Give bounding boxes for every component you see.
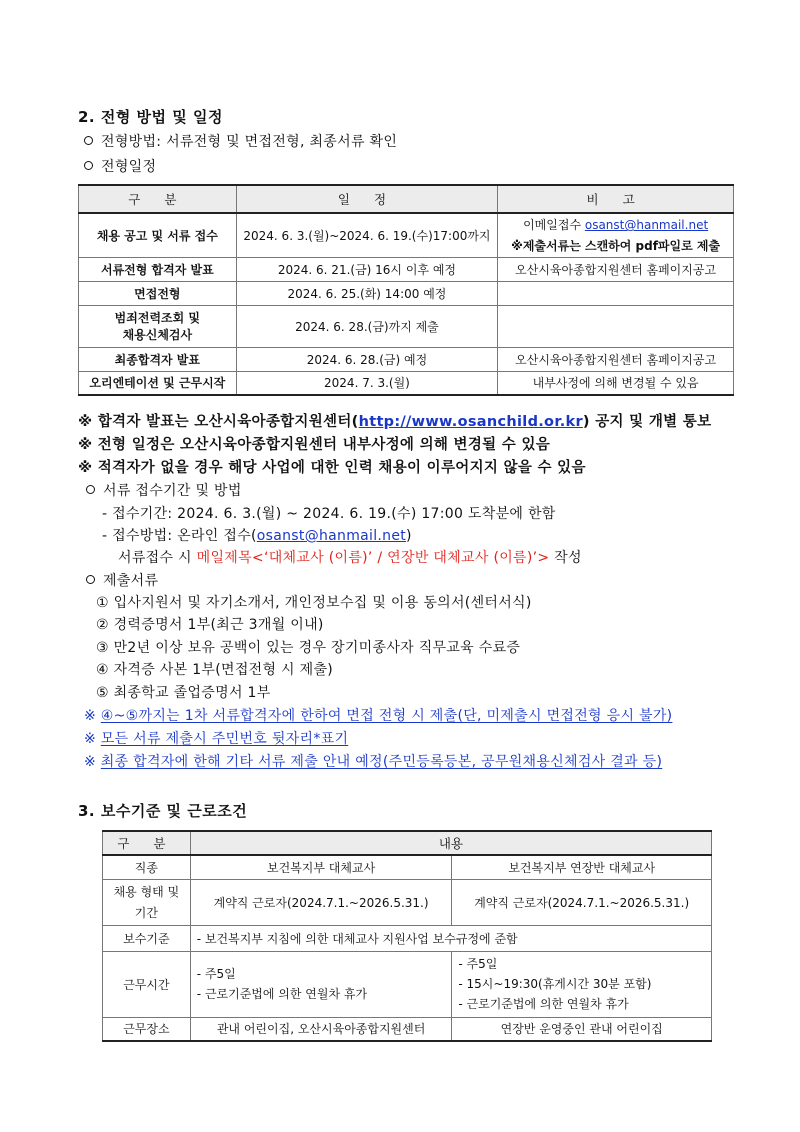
row-col2: 계약직 근로자(2024.7.1.~2026.5.31.) (452, 879, 712, 925)
submission-method: - 접수방법: 온라인 접수(osanst@hanmail.net) (102, 528, 412, 544)
row-date: 2024. 7. 3.(월) (236, 371, 498, 395)
table-row (103, 925, 712, 951)
table-row (79, 371, 734, 395)
circle-bullet-icon (86, 575, 95, 584)
table-row (103, 1017, 712, 1041)
row-col1: 계약직 근로자(2024.7.1.~2026.5.31.) (190, 879, 452, 925)
table-row (79, 213, 734, 257)
email-link[interactable]: osanst@hanmail.net (584, 218, 709, 233)
table-row (79, 257, 734, 281)
schedule-label: 전형일정 (84, 156, 156, 176)
email-link[interactable]: osanst@hanmail.net (256, 528, 407, 544)
footnote: ※ 최종 합격자에 한해 기타 서류 제출 안내 예정(주민등록등본, 공무원채용신체검사 결과 등) (84, 754, 663, 770)
row-item: 최종합격자 발표 (79, 347, 237, 371)
list-item: ④ 자격증 사본 1부(면접전형 시 제출) (96, 662, 334, 678)
list-item: ⑤ 최종학교 졸업증명서 1부 (96, 685, 271, 701)
row-note (498, 281, 734, 305)
circle-bullet-icon (84, 161, 93, 170)
header-category: 구 분 (103, 831, 191, 855)
row-item: 범죄전력조회 및 채용신체검사 (79, 305, 237, 347)
table-row (103, 951, 712, 1017)
row-note: 오산시육아종합지원센터 홈페이지공고 (498, 257, 734, 281)
mail-subject-format: 메일제목<‘대체교사 (이름)’ / 연장반 대체교사 (이름)’> (196, 550, 550, 566)
row-label: 채용 형태 및 기간 (103, 879, 191, 925)
row-label: 직종 (103, 855, 191, 879)
circle-bullet-icon (84, 136, 93, 145)
row-merged: - 보건복지부 지침에 의한 대체교사 지원사업 보수규정에 준함 (190, 925, 711, 951)
row-note: 이메일접수 osanst@hanmail.net ※제출서류는 스캔하여 pdf파일로 제출 (498, 213, 734, 257)
row-col1: 관내 어린이집, 오산시육아종합지원센터 (190, 1017, 452, 1041)
mail-subject-instruction: 서류접수 시 메일제목<‘대체교사 (이름)’ / 연장반 대체교사 (이름)’> 작성 (118, 550, 582, 566)
row-date: 2024. 6. 21.(금) 16시 이후 예정 (236, 257, 498, 281)
row-item: 채용 공고 및 서류 접수 (79, 213, 237, 257)
circle-bullet-icon (86, 485, 95, 494)
row-item: 서류전형 합격자 발표 (79, 257, 237, 281)
row-note: 오산시육아종합지원센터 홈페이지공고 (498, 347, 734, 371)
row-col2: 연장반 운영중인 관내 어린이집 (452, 1017, 712, 1041)
row-note (498, 305, 734, 347)
row-col1: - 주5일 - 근로기준법에 의한 연월차 휴가 (190, 951, 452, 1017)
table-row (103, 879, 712, 925)
row-note: 내부사정에 의해 변경될 수 있음 (498, 371, 734, 395)
header-category: 구 분 (79, 185, 237, 213)
table-row (79, 281, 734, 305)
conditions-table (102, 830, 712, 1042)
list-item: ② 경력증명서 1부(최근 3개월 이내) (96, 617, 324, 633)
table-header-row (103, 831, 712, 855)
schedule-table (78, 184, 734, 396)
row-col2: 보건복지부 연장반 대체교사 (452, 855, 712, 879)
table-row (103, 855, 712, 879)
table-header-row (79, 185, 734, 213)
footnote: ※ ④~⑤까지는 1차 서류합격자에 한하여 면접 전형 시 제출(단, 미제출시 면접전형 응시 불가) (84, 708, 673, 724)
documents-title: 제출서류 (86, 570, 158, 590)
row-date: 2024. 6. 3.(월)~2024. 6. 19.(수)17:00까지 (236, 213, 498, 257)
selection-method: 전형방법: 서류전형 및 면접전형, 최종서류 확인 (84, 131, 397, 151)
row-col1: 보건복지부 대체교사 (190, 855, 452, 879)
header-content: 내용 (190, 831, 711, 855)
section-3-title: 3. 보수기준 및 근로조건 (78, 802, 248, 820)
row-col2: - 주5일 - 15시~19:30(휴게시간 30분 포함) - 근로기준법에 의한 연월차 휴가 (452, 951, 712, 1017)
row-item: 오리엔테이션 및 근무시작 (79, 371, 237, 395)
header-schedule: 일 정 (236, 185, 498, 213)
notice-announcement: ※ 합격자 발표는 오산시육아종합지원센터(http://www.osanchild.or.kr) 공지 및 개별 통보 (78, 414, 712, 430)
row-date: 2024. 6. 28.(금)까지 제출 (236, 305, 498, 347)
section-2-title: 2. 전형 방법 및 일정 (78, 108, 223, 126)
table-row (79, 305, 734, 347)
row-item: 면접전형 (79, 281, 237, 305)
row-label: 보수기준 (103, 925, 191, 951)
table-row (79, 347, 734, 371)
notice-no-hire: ※ 적격자가 없을 경우 해당 사업에 대한 인력 채용이 이루어지지 않을 수 있음 (78, 460, 586, 476)
list-item: ③ 만2년 이상 보유 공백이 있는 경우 장기미종사자 직무교육 수료증 (96, 640, 521, 656)
submission-period: - 접수기간: 2024. 6. 3.(월) ~ 2024. 6. 19.(수) 17:00 도착분에 한함 (102, 506, 556, 522)
notice-schedule-change: ※ 전형 일정은 오산시육아종합지원센터 내부사정에 의해 변경될 수 있음 (78, 437, 551, 453)
header-remarks: 비 고 (498, 185, 734, 213)
submission-title: 서류 접수기간 및 방법 (86, 480, 242, 500)
row-label: 근무장소 (103, 1017, 191, 1041)
row-date: 2024. 6. 28.(금) 예정 (236, 347, 498, 371)
website-link[interactable]: http://www.osanchild.or.kr (358, 414, 583, 430)
row-label: 근무시간 (103, 951, 191, 1017)
list-item: ① 입사지원서 및 자기소개서, 개인정보수집 및 이용 동의서(센터서식) (96, 595, 532, 611)
row-date: 2024. 6. 25.(화) 14:00 예정 (236, 281, 498, 305)
footnote: ※ 모든 서류 제출시 주민번호 뒷자리*표기 (84, 731, 349, 747)
